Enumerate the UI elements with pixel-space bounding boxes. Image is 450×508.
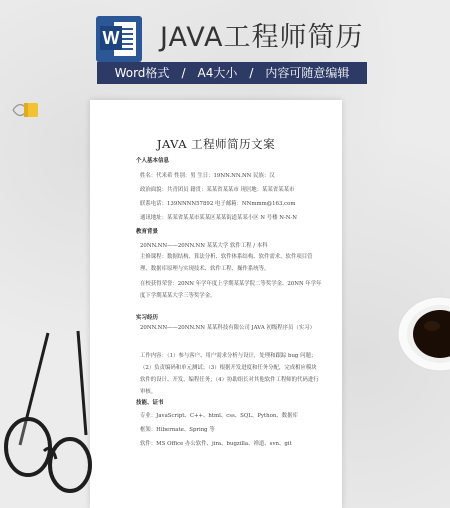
- education-honors: 在校获得荣誉：20NN 年学年度上学期某某学院二等奖学金、20NN 年学年度下学期某某大学三等奖学金。: [140, 281, 322, 299]
- education-courses: 主修课程：数据结构、算法分析、软件体系结构、软件需求、软件项目管理、数据库原理与实现技术、软件工程、操作系统等。: [140, 254, 313, 272]
- section-heading-education: 教育背景: [136, 229, 159, 235]
- resume-title: JAVA 工程师简历文案: [156, 137, 276, 151]
- word-logo-icon: [96, 16, 142, 62]
- binder-clip-icon: [11, 99, 41, 121]
- section-heading-skills: 技能、证书: [136, 400, 164, 406]
- education-line: 20NN.NN——20NN.NN 某某大学 软件工程 / 本科: [140, 243, 268, 249]
- coffee-cup-icon: [396, 296, 450, 372]
- skills-line: 软件：MS Office 办公软件、jira、bugzilla、禅道、svn、git: [140, 441, 292, 447]
- eyeglasses-icon: [0, 325, 92, 495]
- basic-line: 姓名：代米希 性别：男 生日：19NN.NN.NN 民族：汉: [140, 173, 275, 179]
- resume-document: [90, 100, 342, 508]
- section-heading-basic: 个人基本信息: [136, 158, 170, 164]
- subtitle-format: Word格式: [114, 66, 170, 80]
- basic-line: 政治面貌：共青团员 籍贯：某某省某某市 现居地：某某省某某市: [140, 187, 295, 193]
- experience-duties: 工作内容：（1）参与客户、用户需求分析与设计，处理和跟踪 bug 问题；（2）负责编码和单元测试；（3）根据开发进度和任务分配，完成相应模块软件的设计、开发、编程任务；（4）协助组长对其他软件工程师的代码进行审核。: [140, 353, 319, 395]
- subtitle-size: A4大小: [197, 66, 238, 80]
- subtitle-banner: [97, 62, 367, 84]
- skills-line: 专业：JavaScript、C++、html、css、SQL、Python、数据库: [140, 413, 298, 419]
- skills-line: 框架：Hibernate、Spring 等: [140, 427, 215, 433]
- basic-line: 通讯地址：某某省某某市某某区某某街道某某小区 N 号楼 N-N-N: [140, 215, 298, 221]
- page-title: JAVA工程师简历: [160, 22, 364, 53]
- section-heading-experience: 实习经历: [136, 315, 159, 321]
- subtitle-sep: /: [181, 66, 186, 80]
- subtitle-sep: /: [249, 66, 254, 80]
- experience-line: 20NN.NN——20NN.NN 某某科技有限公司 JAVA 初级程序员（实习）: [140, 325, 315, 331]
- subtitle-editable: 内容可随意编辑: [265, 66, 350, 80]
- logo-letter: W: [100, 26, 122, 50]
- basic-line: 联系电话：139NNNN57892 电子邮箱：NNmmm@163.com: [140, 201, 296, 207]
